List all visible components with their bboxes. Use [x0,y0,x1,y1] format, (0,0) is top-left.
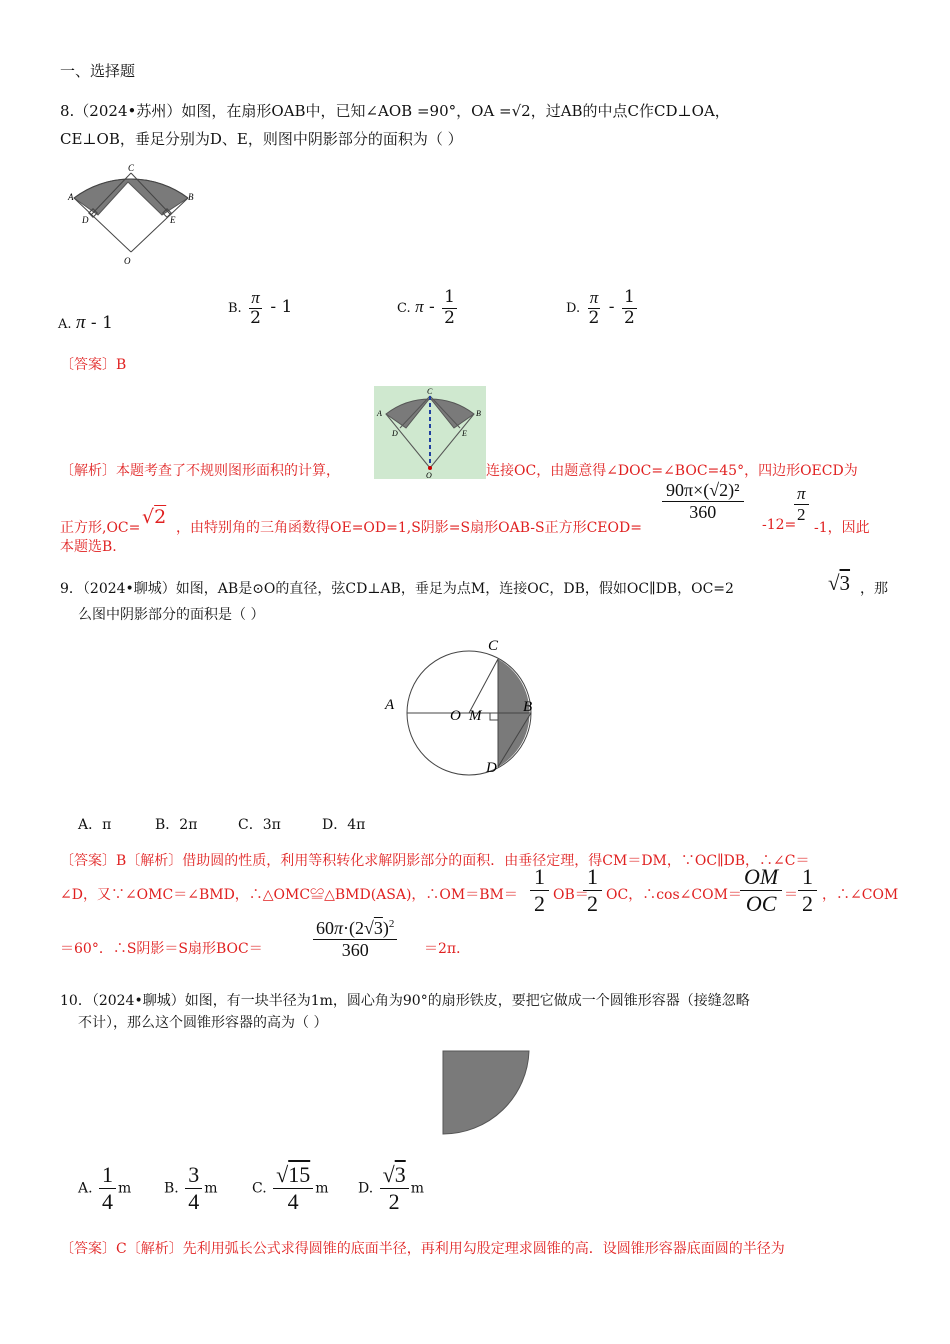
q8-analysis-1a: 〔解析〕本题考查了不规则图形面积的计算， [60,463,340,479]
q9-half-3: 1 2 [798,864,817,917]
q8-choice-c[interactable]: C. π - $\frac{1}{2}$ [397,287,455,328]
q9-label-c: C [488,638,499,654]
q8-choice-a[interactable]: A. π - 1 [58,312,113,333]
q8-sqrt2: √2 [142,506,167,528]
q9-label-b: B [523,699,533,715]
q8-label-c: C [128,163,135,173]
q9-analysis-2b: OB＝ [553,887,589,903]
q8-analysis-2b: ，由特别角的三角函数得OE=OD=1,S阴影=S扇形OAB-S正方形CEOD= [176,520,642,536]
q9-analysis-2c: OC，∴cos∠COM＝ [606,887,742,903]
svg-text:C: C [427,387,433,396]
q8-analysis-2a: 正方形,OC= [60,520,141,536]
q8-answer: 〔答案〕B [60,357,127,373]
q9-label-d: D [486,760,497,776]
q9-choice-d[interactable]: D．4π [322,817,366,833]
q10-stem-line1: 10．（2024•聊城）如图，有一块半径为1m，圆心角为90°的扇形铁皮，要把它做成一个圆锥形容器（接缝忽略 [60,993,750,1009]
q9-choice-a[interactable]: A．π [78,817,112,833]
q8-analysis-2c: -12= [762,517,797,533]
q9-stem-line1: 9．（2024•聊城）如图，AB是⊙O的直径，弦CD⊥AB，垂足为点M，连接OC，DB，假如OC∥DB，OC=2 [60,581,734,597]
q8-pi-half: π 2 [794,484,809,525]
q9-analysis-3b: ＝2π． [424,941,471,957]
q8-label-b: B [188,192,194,202]
q8-analysis-3: 本题选B. [60,539,117,555]
q10-choice-a[interactable]: A. $\frac{1}{4}$ m [78,1162,132,1214]
q9-stem-line2: 么图中阴影部分的面积是（ ） [78,607,265,623]
q9-sqrt3: √3 [828,571,851,595]
q9-analysis-2d: ＝ [784,887,798,903]
q8-sector-figure [60,160,200,270]
q8-analysis-2d: -1，因此 [814,520,870,536]
q9-label-m: M [469,708,482,724]
svg-text:A: A [377,409,382,418]
q8-shaded-region [74,179,188,215]
svg-text:D: D [392,429,398,438]
q10-sector-figure [442,1050,532,1136]
q9-om-over-oc: OM OC [740,864,782,917]
q10-stem-line2: 不计），那么这个圆锥形容器的高为（ ） [78,1015,328,1031]
q9-half-1: 1 2 [530,864,549,917]
q10-choice-d[interactable]: D. $\frac{√3}{2}$ m [358,1162,424,1214]
q9-choice-b[interactable]: B．2π [155,817,198,833]
q9-choice-c[interactable]: C．3π [238,817,281,833]
q9-analysis-1: 〔答案〕B〔解析〕借助圆的性质，利用等积转化求解阴影部分的面积．由垂径定理，得CM＝DM，∵OC∥DB，∴∠C＝ [60,853,810,869]
q10-choice-b[interactable]: B. $\frac{3}{4}$ m [164,1162,218,1214]
q8-choice-d[interactable]: D. $\frac{\pi}{2}$ - $\frac{1}{2}$ [566,287,635,328]
section-title: 一、选择题 [60,62,136,80]
q10-analysis: 〔答案〕C〔解析〕先利用弧长公式求得圆锥的底面半径，再利用勾股定理求圆锥的高．设圆锥形容器底面圆的半径为 [60,1241,785,1257]
q8-analysis-1b: 连接OC，由题意得∠DOC=∠BOC=45°，四边形OECD为 [486,463,858,479]
q8-solution-figure [374,386,486,479]
q8-area-fraction: 90π×(√2)² 360 [662,480,744,523]
q9-label-a: A [385,697,395,713]
q8-stem-line1: 8.（2024•苏州）如图，在扇形OAB中，已知∠AOB =90°，OA =√2，过AB的中点C作CD⊥OA， [60,102,730,120]
q8-label-e: E [170,215,176,225]
q9-circle-figure [380,632,550,780]
q9-stem-line1-end: ，那 [860,581,888,597]
svg-text:E: E [462,429,467,438]
q8-label-d: D [82,215,89,225]
svg-text:B: B [476,409,481,418]
q8-label-o: O [124,256,131,266]
q8-stem-line2: CE⊥OB，垂足分别为D、E，则图中阴影部分的面积为（ ） [60,130,463,148]
q8-choice-b[interactable]: B. $\frac{\pi}{2}$ - 1 [228,288,293,328]
q9-half-2: 1 2 [583,864,602,917]
q9-analysis-2e: ，∴∠COM [822,887,899,903]
q8-label-a: A [68,192,74,202]
svg-text:O: O [426,471,432,479]
q9-area-fraction: $60\pi\cdot(2√3)^2$ 360 [313,918,397,961]
q9-label-o: O [450,708,461,724]
q9-analysis-2a: ∠D，又∵∠OMC＝∠BMD，∴△OMC≌△BMD(ASA)，∴OM＝BM＝ [60,887,518,903]
q9-analysis-3a: ＝60°．∴S阴影＝S扇形BOC＝ [60,941,263,957]
q10-choice-c[interactable]: C. $\frac{√15}{4}$ m [252,1162,329,1214]
